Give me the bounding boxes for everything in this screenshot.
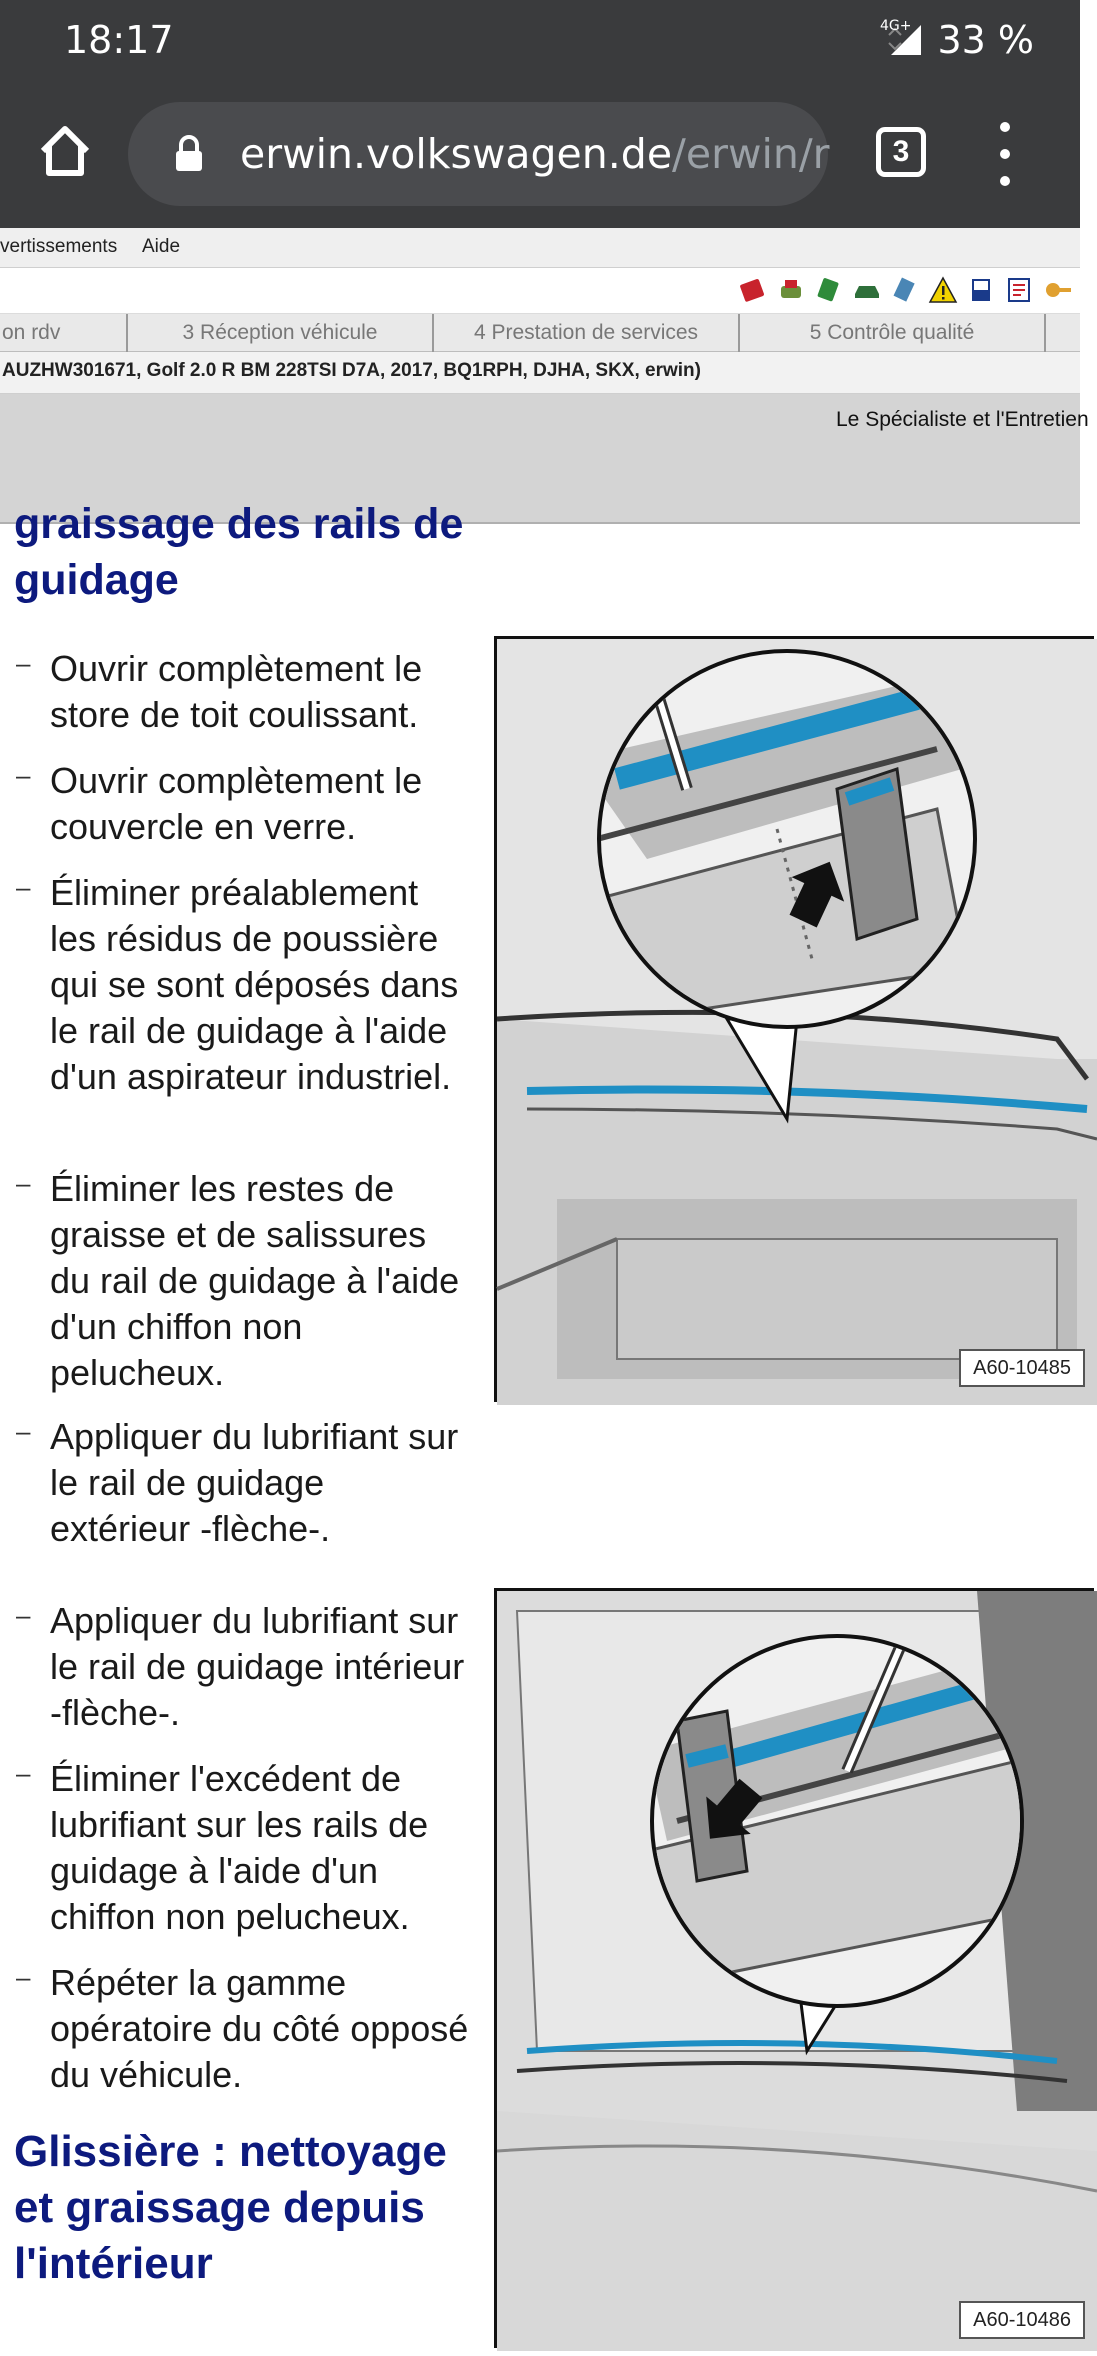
sunroof-inner-rail-illustration [497, 1591, 1097, 2351]
dash-marker: – [16, 1962, 31, 1992]
figure-label: A60-10485 [959, 1349, 1085, 1387]
warning-icon[interactable] [928, 275, 958, 305]
home-button[interactable] [30, 116, 100, 186]
document-content [0, 500, 1080, 2340]
status-bar [0, 0, 1080, 80]
url-host: erwin.volkswagen.de [240, 130, 673, 178]
step-tab-rdv[interactable]: on rdv [0, 314, 128, 352]
figure-outer-rail [494, 636, 1094, 1402]
url-path: /erwin/r [672, 130, 830, 178]
overflow-menu-icon[interactable] [990, 122, 1020, 186]
car-icon[interactable] [852, 275, 882, 305]
figure-inner-rail [494, 1588, 1094, 2348]
dash-marker: – [16, 1168, 31, 1198]
home-icon [37, 123, 93, 179]
book-icon[interactable] [738, 275, 768, 305]
vehicle-info: AUZHW301671, Golf 2.0 R BM 228TSI D7A, 2017, BQ1RPH, DJHA, SKX, erwin) [0, 352, 1080, 394]
figure-label: A60-10486 [959, 2301, 1085, 2339]
instruction-item: – Éliminer les restes de graisse et de salissures du rail de guidage à l'aide d'un chiffon non pelucheux. [14, 1166, 474, 1396]
dash-marker: – [16, 1758, 31, 1788]
dash-marker: – [16, 1600, 31, 1630]
network-type: 4G+ [879, 18, 912, 34]
key-icon[interactable] [1042, 275, 1072, 305]
status-time: 18:17 [64, 18, 174, 62]
app-menubar [0, 228, 1080, 268]
instruction-item: – Appliquer du lubrifiant sur le rail de guidage extérieur -flèche-. [14, 1414, 474, 1552]
status-indicators [844, 18, 1034, 62]
step-tab-prestation[interactable]: 4 Prestation de services [434, 314, 740, 352]
address-bar[interactable] [128, 102, 828, 206]
instruction-item: – Répéter la gamme opératoire du côté opposé du véhicule. [14, 1960, 474, 2098]
dash-marker: – [16, 760, 31, 790]
battery-level: 33 % [937, 18, 1034, 62]
car-service-icon[interactable] [776, 275, 806, 305]
green-book-icon[interactable] [814, 275, 844, 305]
sunroof-outer-rail-illustration [497, 639, 1097, 1405]
instruction-item: – Éliminer l'excédent de lubrifiant sur les rails de guidage à l'aide d'un chiffon non pelucheux. [14, 1756, 474, 1940]
instruction-item: – Appliquer du lubrifiant sur le rail de guidage intérieur -flèche-. [14, 1598, 474, 1736]
lock-icon [174, 134, 206, 174]
instruction-item: – Ouvrir complètement le store de toit coulissant. [14, 646, 474, 738]
section-heading-line1: graissage des rails de [14, 500, 464, 548]
menu-item-aide[interactable]: Aide [142, 236, 181, 257]
dash-marker: – [16, 1416, 31, 1446]
document-icon[interactable] [1004, 275, 1034, 305]
tab-switcher-button[interactable]: 3 [876, 127, 926, 177]
dash-marker: – [16, 872, 31, 902]
instruction-item: – Ouvrir complètement le couvercle en verre. [14, 758, 474, 850]
fuel-icon[interactable] [966, 275, 996, 305]
document-header-title: Le Spécialiste et l'Entretien [836, 408, 1089, 431]
step-tab-controle[interactable]: 5 Contrôle qualité [740, 314, 1046, 352]
workflow-steps [0, 314, 1080, 352]
wrench-icon[interactable] [890, 275, 920, 305]
dash-marker: – [16, 648, 31, 678]
menu-item-avertissements[interactable]: vertissements [0, 236, 118, 257]
section-heading-top [14, 496, 463, 608]
section-heading-bottom: Glissière : nettoyage et graissage depuis l'intérieur [14, 2127, 447, 2288]
app-toolbar [0, 268, 1080, 314]
section-heading-line2: guidage [14, 556, 179, 604]
instruction-item: – Éliminer préalablement les résidus de poussière qui se sont déposés dans le rail de guidage à l'aide d'un aspirateur industriel. [14, 870, 474, 1100]
browser-toolbar [0, 80, 1080, 228]
step-tab-reception[interactable]: 3 Réception véhicule [128, 314, 434, 352]
url-text [240, 130, 830, 178]
